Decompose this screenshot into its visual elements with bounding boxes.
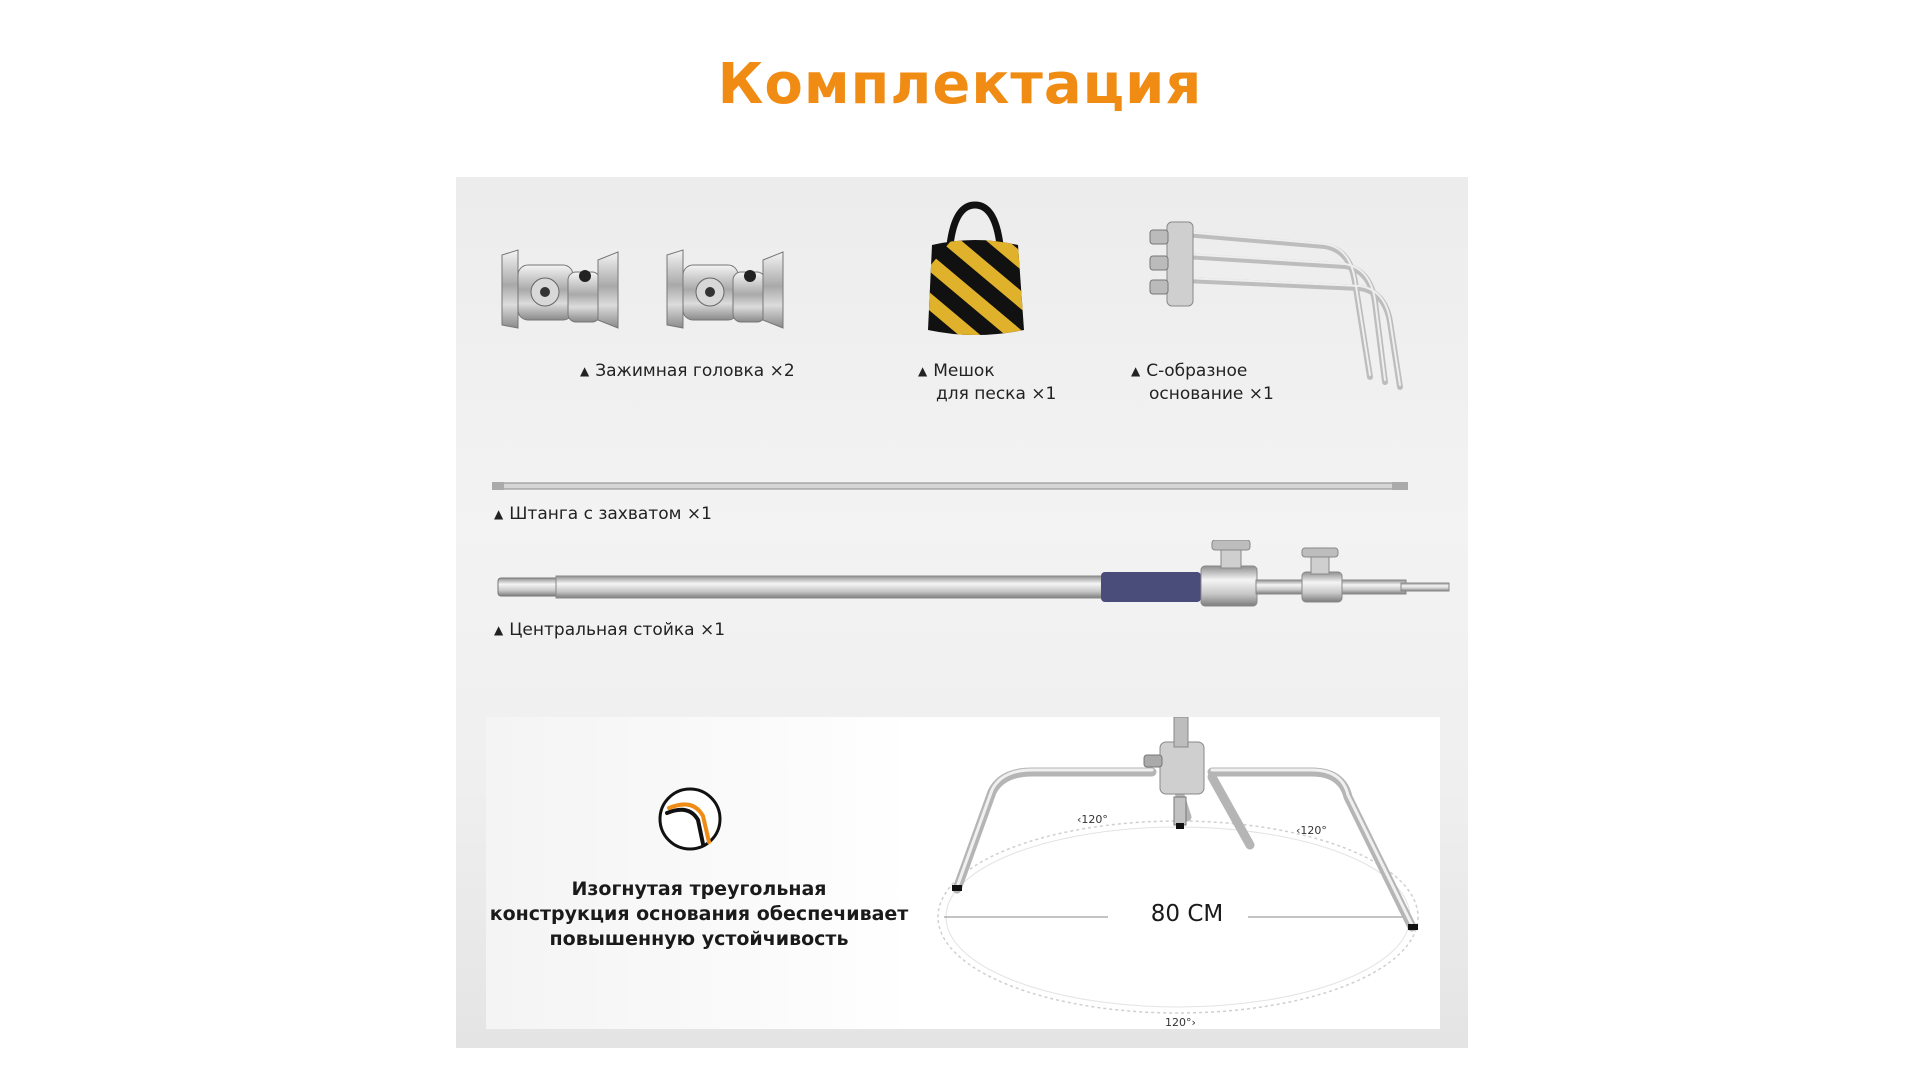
triangle-bullet-icon: ▲ — [494, 623, 504, 637]
clamp-head-2 — [667, 250, 783, 328]
curved-leg-icon — [657, 786, 723, 852]
triangle-bullet-icon: ▲ — [580, 364, 590, 378]
clamp-head-label: ▲ Зажимная головка ×2 — [580, 361, 795, 381]
base-footprint-diagram — [912, 717, 1440, 1029]
triangle-bullet-icon: ▲ — [494, 507, 504, 521]
center-column-label: ▲ Центральная стойка ×1 — [494, 620, 726, 640]
angle-left-label: ‹120° — [1077, 813, 1108, 826]
center-column-image — [496, 540, 1451, 610]
angle-right-label: ‹120° — [1296, 824, 1327, 837]
feature-description: Изогнутая треугольная конструкция основания обеспечивает повышенную устойчивость — [489, 878, 909, 950]
chevron-right-icon: › — [1191, 1016, 1196, 1029]
sandbag-image — [920, 200, 1030, 340]
clamp-head-1 — [502, 250, 618, 328]
arm-rod-label: ▲ Штанга с захватом ×1 — [494, 504, 712, 524]
arm-rod-image — [492, 478, 1408, 494]
clamp-heads-image — [490, 240, 820, 340]
chevron-left-icon: ‹ — [1296, 824, 1301, 837]
diameter-label: 80 СМ — [1150, 901, 1224, 927]
chevron-left-icon: ‹ — [1077, 813, 1082, 826]
triangle-bullet-icon: ▲ — [1131, 364, 1141, 378]
angle-bottom-label: 120°› — [1165, 1016, 1196, 1029]
triangle-bullet-icon: ▲ — [918, 364, 928, 378]
c-base-label: ▲ С-образное основание ×1 — [1131, 361, 1274, 404]
sandbag-label: ▲ Мешок для песка ×1 — [918, 361, 1057, 404]
page-title: Комплектация — [717, 52, 1203, 117]
feature-text-area — [486, 717, 912, 1029]
